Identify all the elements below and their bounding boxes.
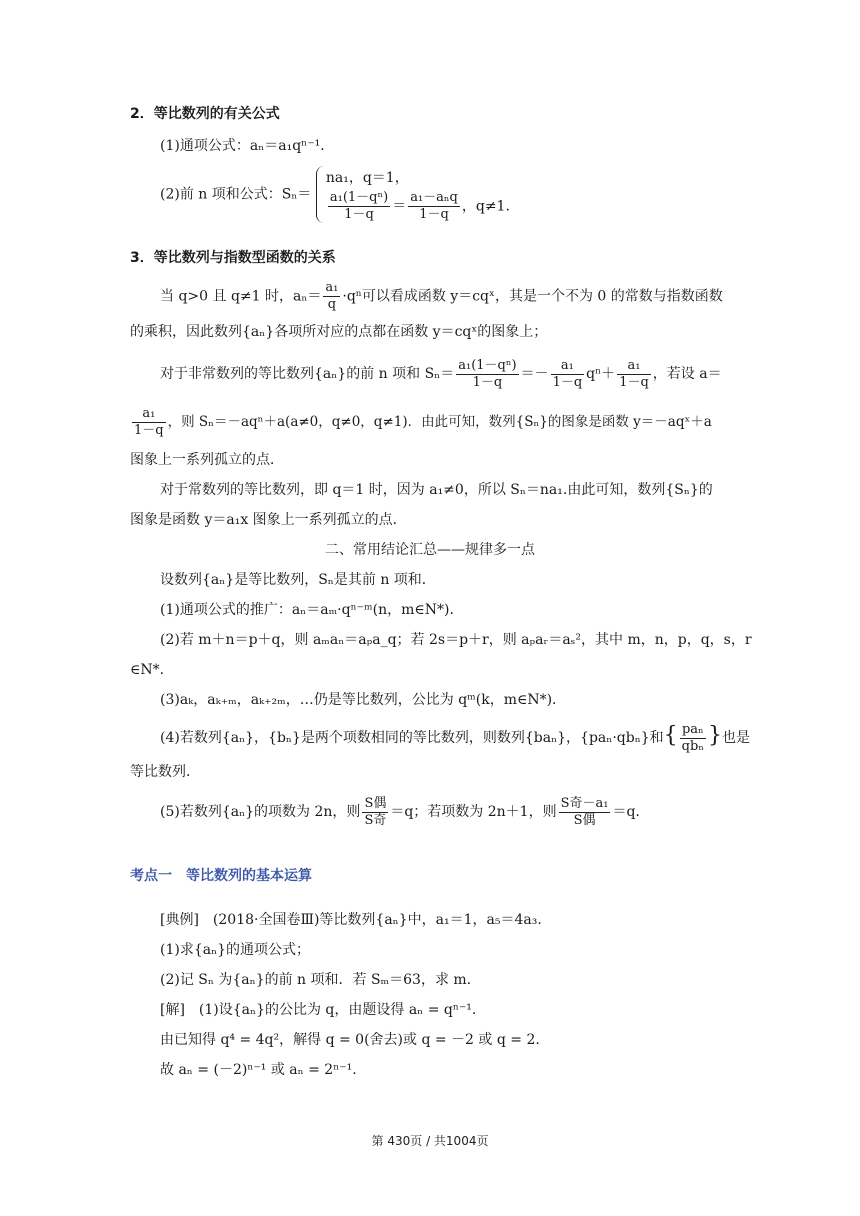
heading-exponential: 3．等比数列与指数型函数的关系	[130, 250, 336, 266]
solution-line-3: 故 aₙ = (－2)ⁿ⁻¹ 或 aₙ = 2ⁿ⁻¹.	[160, 1062, 357, 1078]
conclusion-1: (1)通项公式的推广：aₙ＝aₘ·qⁿ⁻ᵐ(n，m∈N*)．	[160, 602, 464, 618]
paragraph-2-line-2: $\frac{\text{a₁}}{1-q}$ ，则 Sₙ＝－aqⁿ＋a(a≠0，q≠0，q≠1)．由此可知，数列{Sₙ}的图象是函数 y＝－aqˣ＋a	[134, 406, 712, 438]
solution-line-2: 由已知得 q⁴ = 4q²，解得 q = 0(舍去)或 q = －2 或 q = 2.	[160, 1032, 540, 1048]
conclusion-3: (3)aₖ，aₖ₊ₘ，aₖ₊₂ₘ，…仍是等比数列，公比为 qᵐ(k，m∈N*)．	[160, 692, 567, 708]
example-part-2: (2)记 Sₙ 为{aₙ}的前 n 项和．若 Sₘ＝63，求 m.	[160, 972, 472, 988]
paragraph-3-line-2: 图象是函数 y＝a₁x 图象上一系列孤立的点．	[130, 512, 407, 528]
example-problem: [典例] (2018·全国卷Ⅲ)等比数列{aₙ}中，a₁＝1，a₅＝4a₃.	[160, 912, 542, 928]
fraction: $\frac{\text{paₙ}}{\text{qbₙ}}$	[681, 721, 704, 754]
paragraph-3-line-1: 对于常数列的等比数列，即 q＝1 时，因为 a₁≠0，所以 Sₙ＝na₁.由此可知，数列{Sₙ}的	[160, 482, 713, 498]
paragraph-2-line-3: 图象上一系列孤立的点．	[130, 452, 284, 468]
fraction: $\frac{\text{a₁(1－qⁿ)}}{1-q}$	[329, 190, 389, 222]
conclusion-5: (5)若数列{aₙ}的项数为 2n，则 $\frac{\text{S偶}}{\text{S奇}}$ ＝q；若项数为 2n＋1，则 $\frac{\text{S奇－a₁}}{\text{S偶}}$ ＝q.	[160, 795, 640, 828]
fraction: $\frac{\text{a₁－aₙq}}{1-q}$	[410, 190, 458, 222]
solution-line-1: [解] (1)设{aₙ}的公比为 q，由题设得 aₙ = qⁿ⁻¹.	[160, 1002, 477, 1018]
formula-sum-label: (2)前 n 项和公式：Sₙ＝	[160, 186, 312, 203]
page-footer: 第 430页 / 共1004页	[371, 1134, 489, 1148]
fraction: $\frac{\text{S偶}}{\text{S奇}}$	[364, 795, 387, 828]
conclusion-4-line-2: 等比数列．	[130, 764, 200, 780]
case-q-not-1: $\frac{\text{a₁(1－qⁿ)}}{1-q}$ ＝ $\frac{\text{a₁－aₙq}}{1-q}$ ，q≠1.	[329, 190, 510, 222]
formula-general-label: (1)通项公式：	[160, 138, 250, 154]
formula-general-expr: aₙ＝a₁qⁿ⁻¹.	[249, 138, 325, 154]
conclusion-4-line-1: (4)若数列{aₙ}，{bₙ}是两个项数相同的等比数列，则数列{baₙ}，{paₙ·qbₙ}和{ $\frac{\text{paₙ}}{\text{qbₙ}}$ }也是	[160, 721, 750, 754]
case-q-equals-1: na₁，q＝1，	[325, 170, 409, 186]
conclusion-2-line-1: (2)若 m＋n＝p＋q，则 aₘaₙ＝aₚa_q；若 2s＝p＋r，则 aₚaᵣ＝aₛ²，其中 m，n，p，q，s，r	[160, 632, 752, 648]
paragraph-1-line-1: 当 q>0 且 q≠1 时，aₙ＝ $\frac{\text{a₁}}{q}$ ·qⁿ可以看成函数 y＝cqˣ，其是一个不为 0 的常数与指数函数	[160, 280, 723, 312]
piecewise-brace	[316, 166, 510, 223]
kaodian-heading: 考点一 等比数列的基本运算	[130, 868, 312, 884]
paragraph-2-line-1: 对于非常数列的等比数列{aₙ}的前 n 项和 Sₙ＝ $\frac{\text{a₁(1－qⁿ)}}{1-q}$ ＝－ $\frac{\text{a₁}}{1-q}$ qⁿ＋ $\frac{\text{a₁}}{1-q}$ ，若设 a＝	[160, 357, 722, 390]
section-title: 二、常用结论汇总——规律多一点	[325, 542, 535, 558]
example-part-1: (1)求{aₙ}的通项公式；	[160, 942, 311, 958]
heading-formulas: 2．等比数列的有关公式	[130, 106, 280, 122]
conclusion-intro: 设数列{aₙ}是等比数列，Sₙ是其前 n 项和．	[160, 572, 436, 588]
fraction: $\frac{\text{a₁}}{q}$	[325, 280, 339, 312]
brace-glyph	[316, 166, 325, 223]
fraction: $\frac{\text{S奇－a₁}}{\text{S偶}}$	[560, 795, 609, 828]
paragraph-1-line-2: 的乘积，因此数列{aₙ}各项所对应的点都在函数 y＝cqˣ的图象上；	[130, 324, 548, 340]
formula-general-term	[160, 136, 325, 156]
formula-sum	[160, 166, 510, 223]
conclusion-2-line-2: ∈N*.	[130, 662, 165, 678]
